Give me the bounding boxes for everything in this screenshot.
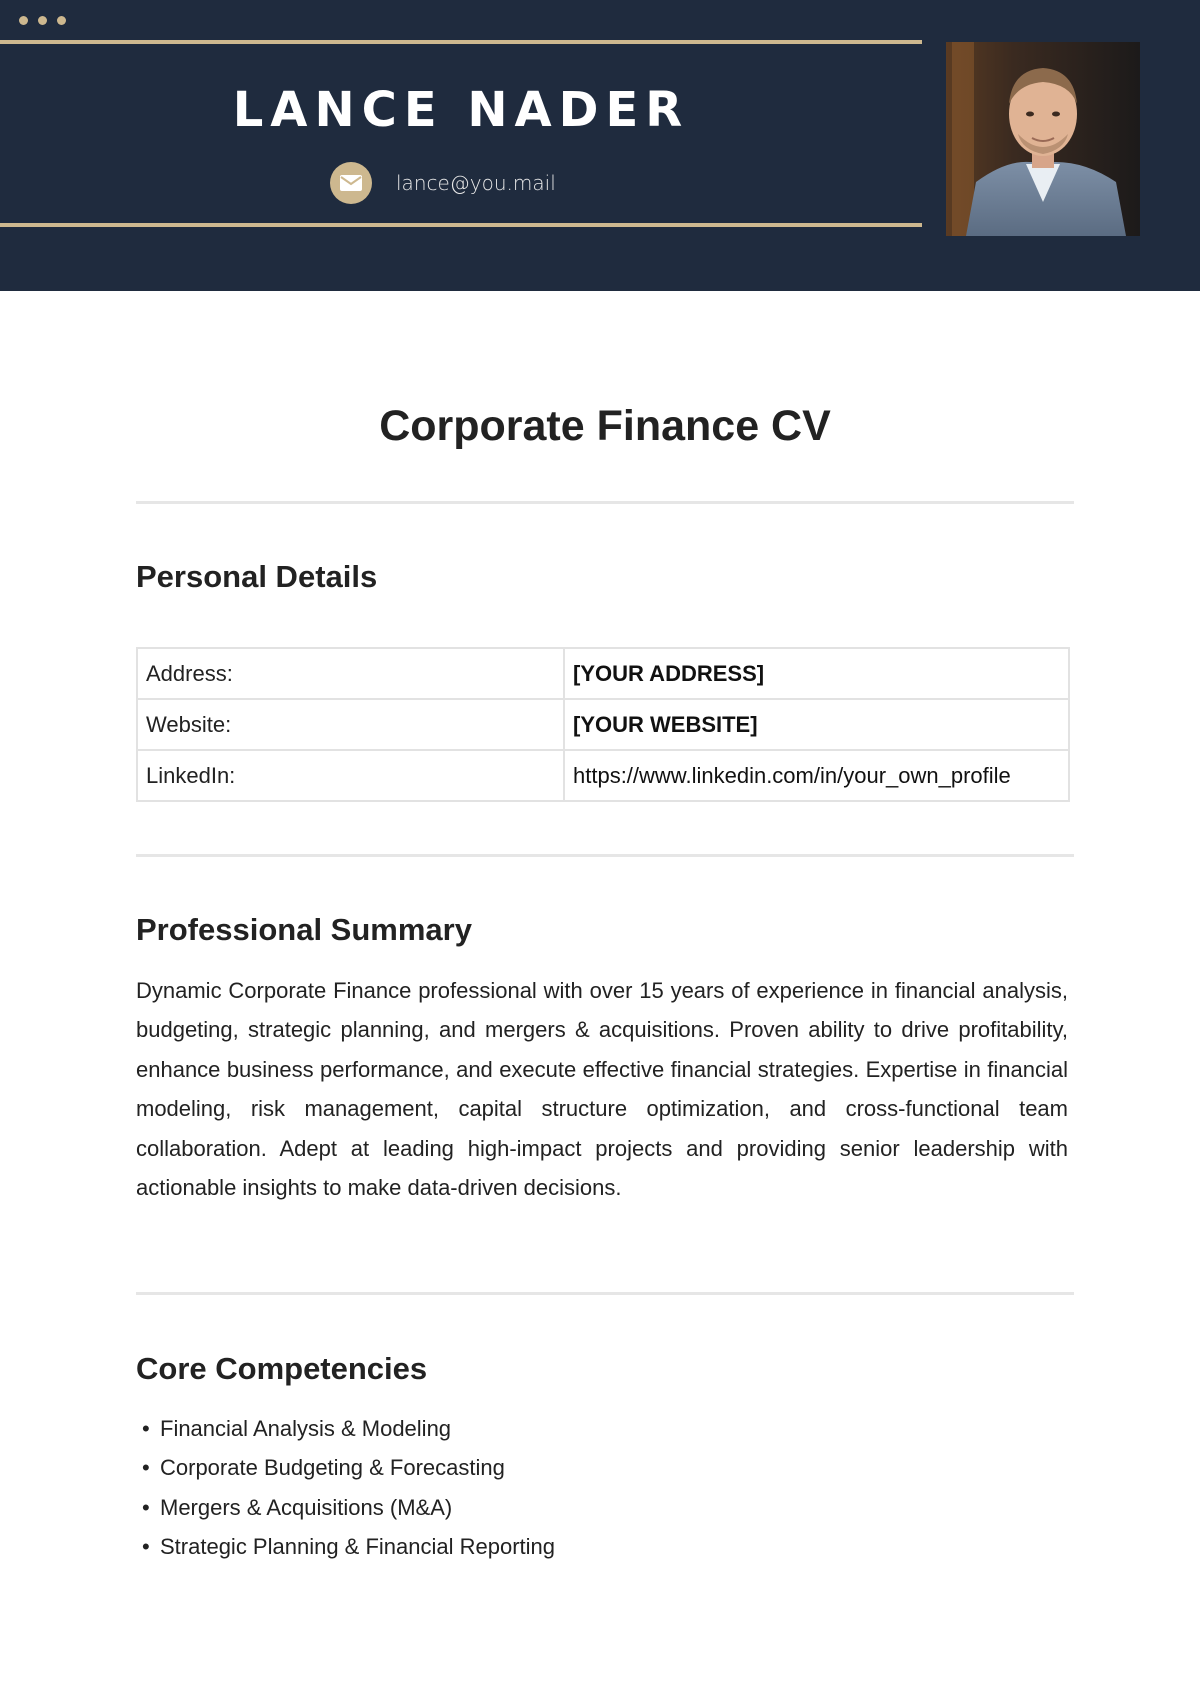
- document-title: Corporate Finance CV: [379, 402, 831, 450]
- list-item: • Corporate Budgeting & Forecasting: [136, 1448, 555, 1487]
- table-row: [137, 699, 1069, 750]
- core-competencies-heading: Core Competencies: [136, 1351, 428, 1386]
- header-top-rule: [0, 40, 922, 44]
- professional-summary-heading: Professional Summary: [136, 912, 472, 947]
- email-contact: [330, 162, 556, 204]
- section-divider: [136, 501, 1074, 504]
- list-item: • Mergers & Acquisitions (M&A): [136, 1488, 555, 1527]
- dot: [38, 16, 47, 25]
- email-text[interactable]: lance@you.mail: [396, 171, 556, 195]
- website-value: [YOUR WEBSITE]: [564, 699, 1069, 750]
- dot: [19, 16, 28, 25]
- table-row: [137, 648, 1069, 699]
- linkedin-label: LinkedIn:: [137, 750, 564, 801]
- address-value: [YOUR ADDRESS]: [564, 648, 1069, 699]
- section-divider: [136, 854, 1074, 857]
- list-item: • Strategic Planning & Financial Reporting: [136, 1527, 555, 1566]
- table-row: [137, 750, 1069, 801]
- professional-summary-text: Dynamic Corporate Finance professional with over 15 years of experience in financial analysis, budgeting, strategic planning, and mergers & acquisitions. Proven ability to drive profitability, enhance business performance, and execute effective financial strategies. Expertise in financial modeling, risk management, capital structure optimization, and cross-functional team collaboration. Adept at leading high-impact projects and providing senior leadership with actionable insights to make data-driven decisions.: [136, 978, 1068, 1201]
- header-bottom-rule: [0, 223, 922, 227]
- envelope-icon: [330, 162, 372, 204]
- website-label: Website:: [137, 699, 564, 750]
- address-label: Address:: [137, 648, 564, 699]
- personal-details-heading: Personal Details: [136, 559, 378, 594]
- list-item: • Financial Analysis & Modeling: [136, 1409, 555, 1448]
- window-dots: [19, 16, 66, 25]
- header-banner: [0, 0, 1200, 291]
- profile-photo: [946, 42, 1140, 236]
- personal-details-table: [136, 647, 1070, 802]
- section-divider: [136, 1292, 1074, 1295]
- dot: [57, 16, 66, 25]
- linkedin-link[interactable]: https://www.linkedin.com/in/your_own_profile: [564, 750, 1069, 801]
- candidate-name: LANCE NADER: [232, 82, 690, 138]
- competencies-list: [136, 1409, 555, 1567]
